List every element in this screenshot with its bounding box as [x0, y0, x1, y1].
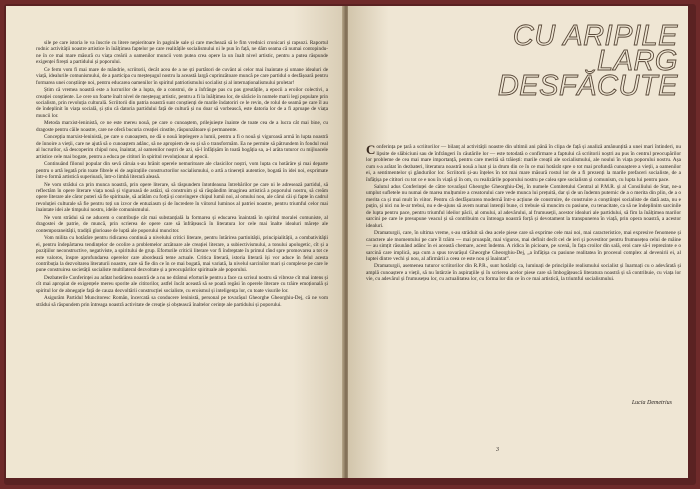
- paragraph: Continuând filonul popular din sevă căruia s-au hrănit operele nemuritoare ale clasicilor noștri, vom lupta cu hotărâre și mai departe pentru o artă legată prin toate fibrele ei de aspirațiile constructorilor socialismului, o artă a tinereții autentice, bogată în idei noi, exprimate într-o formă artistică superioară, într-o limbă literară aleasă.: [36, 161, 328, 181]
- paragraph: Salutul adus Conferinței de către tovarășul Gheorghe Gheorghiu-Dej, în numele Comitetului Central al P.M.R. și al Consiliului de Stat, ne-a umplut sufletele nu numai de marea mulțumire a creatorului care vede munca lui prețuită, dar și de un îndemn puternic de a o merita din plin, de a o merita ca și mai mult în viitor. Pentru că desfășurarea modernă într-o acțiune de construire, de construire a conștiinței socialiste de dată asta, nu e puțin, și nici nu le-ar trebui, nu e de-ajuns să avem numai intenții bune, ci trebuie să muncim cu pasiune, cu tenacitate, ca să ne îndeplinim sarcinile de lupta pentru pace, pentru triumful ideilor păcii, al omului, al adevărului, al frumuseții, acestor idealuri ale partidului, să fim la înălțimea marilor sarcini pe care le presupune veacul și să contribuim cu întreaga noastră forță și devotament la transpunerea în viață, prin opera noastră, a acestor idealuri.: [366, 183, 681, 229]
- left-page: [6, 6, 344, 478]
- article-body: [366, 144, 681, 284]
- article-title: [482, 20, 678, 102]
- paragraph: Știm că vremea noastră este a lucrurilor de a lupta, de a construi, de a înfrânge pas cu pas greutățile, a epocii a eroilor colectivi, a creației conștiente. Le cere un foarte înalt nivel de meșteșug artistic, pentru a fi la înălțimea lor, de sărăcie în numele marii legi populare prin socialism, prin revoluția culturală. Scriitorii din patria noastră sunt conștienți de marile îndatoriri ce le revin, de rolul de seamă pe care îl au de îndeplinit în viața socială, și știu că datoria partidului față de cultură și nu doar să vorbească, este datoria lor de a fi aproape de viața muncii lor.: [36, 87, 328, 119]
- paragraph: Dramaturgii, care, în ultima vreme, s-au străduit să dea acele piese care să exprime cele mai noi, mai caracteristice, mai expresive fenomene și caractere ale momentului pe care îl trăim — mai proaspăt, mai viguros, mai definit decît cel de ieri și povestitor pentru frumusețea celui de mâine — au simțit răsunând adânc în ei această chemare, acest îndemn. A ridica în picioare, pe scenă, în fața croilor din sală, eroi care să-i reprezinte e o sarcină care implică, așa cum a spus tovarășul Gheorghe Gheorghiu-Dej, „a înfățișa cu pasiune realitatea în procesul complex al devenirii ei, al luptei dintre vechi și nou, al afirmării a ceea ce este nou și înaintat”.: [366, 230, 681, 263]
- paragraph: Ne vom strădui să ne aducem o contribuție cât mai substanțială la formarea și educarea înaintată în spiritul moralei comuniste, al dragostei de patrie, de muncă, prin scrierea de opere care să înfrățească în literatura lor cele mai înalte idealuri mărețe ale contemporaneității, tradiții glorioase de luptă ale poporului muncitor.: [36, 214, 328, 234]
- paragraph: Metoda marxist-leninistă, ce ne este mereu nouă, pe care o cunoaștem, prilejuiește înainte de toate cea de a lucra cât mai bine, cu dragoste pentru căile noastre, care ne oferă bucuria creației cinstite, răspunzătoare și permanente.: [36, 120, 328, 133]
- paragraph: Dezbaterile Conferinței au arătat hotărârea noastră de a nu ne drămui eforturile pentru a face ca scrisul nostru să vibreze cît mai intens și cît mai apropiat de exigențele mereu sporite ale cititorilor, astfel încât această să se poată regăsi în operele literare cu trăire emoțională și spiritul lor de abnegație față de cauza dezvoltării construcției socialiste, cu eroismul și inteligența lor, cu toate visurile lor.: [36, 274, 328, 294]
- right-page: [348, 6, 688, 478]
- page-number: 3: [496, 447, 499, 453]
- paragraph: Concepția marxist-leninistă, pe care o cunoaștem, ne dă o nouă înțelegere a lumii, pentru a fi o nouă și viguroasă armă în lupta noastră de înnoire a vieții, care ne ajută să o cunoaștem adânc, să ne apropiem de ea și să o transformăm. Ea ne permite să pătrundem în fondul real al lucrurilor, să descoperim chipul nou, înaintat, al oamenilor noștri de azi, să-l înfățișăm în toată bogăția sa, a-l arăta tuturor cu mijloacele artistice cele mai bogate, pentru a educa pe cititori în spiritul revoluționar al epocii.: [36, 134, 328, 160]
- paragraph: Asigurăm Partidul Muncitoresc Român, încercată sa conducere leninistă, personal pe tovarășul Gheorghe Gheorghiu-Dej, că ne vom strădui să răspundem prin întreaga noastră activitate de creație și obștească înaltelor cerințe ale partidului și poporului.: [36, 295, 328, 308]
- first-paragraph: [366, 144, 681, 183]
- paragraph: Dramaturgii, asemenea tuturor scriitorilor din R.P.R., sunt hotărâți ca, luminați de principiile realismului socialist și înarmați cu o adevărată și amplă cunoaștere a vieții, să nu întârzie în aspirațiile și în scrierea acelor piese care să îmbogățească literatura noastră și să contribuie, cu viața lor vie, cu adevărul și frumusețea lor, cu actualitatea lor, cu forma lor din ce în ce mai artistică, la triumful socialismului.: [366, 263, 681, 283]
- left-page-text: [36, 40, 328, 309]
- title-line: DESFĂCUTE: [497, 70, 678, 102]
- paragraph-text: onferința pe țară a scriitorilor — bilanț al activității noastre din ultimii ani până în clipa de față și analiză amănunțită a unei mari întinderi, nu lipsite de slăbiciuni sau de înfrângeri în căutările lor — este totodată o confirmare a faptului că scriitorii noștri au pus în centrul preocupărilor lor probleme de cea mai mare importanță, pentru care merită să trăiești: marile creații ale socialismului, ale noului în viața poporului nostru. Așa cum s-a arătat în dezbateri, literatura noastră nouă a luat și ia drum din ce în ce mai hotărât spre o tot mai profundă cunoaștere a vieții, a oamenilor ei, a sentimentelor și gândurilor lor. Scriitorii și-au înțeles în tot mai mare măsură rostul lor de a fi prezenți la marile prefaceri socialiste, de a înfățișa pe cititori cu tot ce e nou în viață și în om, cu realizările poporului nostru pe calea spre socialism și comunism, cu lupta lui pentru pace.: [366, 144, 681, 183]
- title-line: CU ARIPILE: [512, 20, 678, 52]
- paragraph: Ce ferm vom fi mai mare de mândrie, scriitorii, decât acea de a ne ști purtători de cuvânt ai celor mai înaintate și umane idealuri de viață, idealurile comunismului, de a participa cu meșteșugul nostru la această largă cuprinzătoare muncă pe care partidul o desfășoară pentru formarea unei conștiințe noi, pentru educarea oamenilor în spiritul patriotismului socialist și al internaționalismului proletar!: [36, 66, 328, 86]
- drop-cap: C: [366, 142, 376, 157]
- paragraph: Vom milita cu hotărâre pentru ridicarea continuă a nivelului critici literare, pentru întărirea partinității, principialității, a combativității ei, pentru îndepărtarea tendințelor de ocolire a problemelor arzătoare ale creației literare, a subiectivismului, a tonului apologetic, cît și a pozițiilor neconstructive, negativiste, a spiritului de grup. Eforturile criticii literare vor fi îndreptate în primul rând spre promovarea a tot ce este valoros, înspre aprofundarea operelor care abordează teme actuale. Critica literară, istoria literară își vor aduce în felul acesta contribuția la dezvoltarea literaturii noastre, care să fie din ce în ce mai bogată, mai variată, la nivelul sarcinilor mari și complexe pe care le pune construirea societății socialiste multilateral dezvoltate și a preocupărilor spirituale ale poporului.: [36, 235, 328, 274]
- title-line: LARG: [597, 45, 678, 77]
- paragraph: sile pe care istoria le va înscrie cu litere nepieritoare în paginile sale și care mechează să le fim vrednici cronicari și rapsozi. Raportul rodnic activității noastre artistice în înălțimea faptelor pe care realitățile socialismului ni le pun în față, ne dăm seama că numai contopindu-ne în ce mai mare măsură cu viața creării a oamenilor muncii vom putea crea opere la un înalt nivel artistic, pentru a putea răspunde exigenței firești a partidului și poporului.: [36, 40, 328, 66]
- paragraph: Ne vom strădui ca prin munca noastră, prin opere literare, să răspundem întotdeauna întrebărilor pe care ni le adresează partidul, să reflectăm în opere literare viața nouă și viguroasă de astăzi, să construim și să răspândim imaginea artistică a poporului nostru, să creăm opere literare ale căror puteri să fie spirituale, să arătăm cu forță și convingere chipul lumii noi, al omului nou, ale cărui căi și fapte în cadrul revoluției culturale să fie pentru toți un izvor de entuziasm și de încredere în viitorul luminos al patriei noastre, pentru triumful celor mai înaintate idei ale timpului nostru, ideile comunismului.: [36, 181, 328, 214]
- author-signature: Lucia Demetrius: [631, 400, 672, 406]
